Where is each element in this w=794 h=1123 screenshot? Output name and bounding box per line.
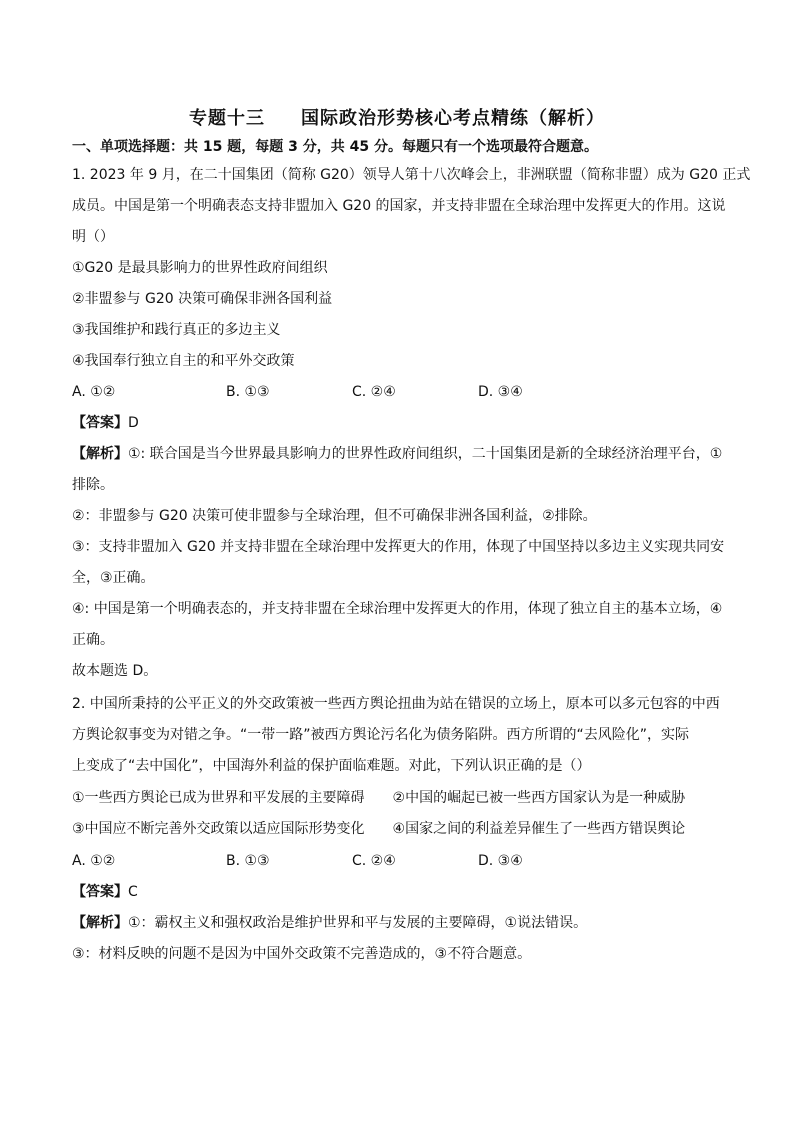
question-1-analysis-line: 正确。 <box>72 632 114 648</box>
analysis-tag: 【解析】 <box>72 446 128 462</box>
question-2-answer <box>72 882 732 902</box>
question-1-analysis-line: ③：支持非盟加入 G20 并支持非盟在全球治理中发挥更大的作用，体现了中国坚持以多边主义实现共同安 <box>72 539 725 555</box>
option-d: D. ③④ <box>478 384 523 400</box>
question-1-stem-line: 明（） <box>72 229 114 245</box>
question-1-answer <box>72 413 732 433</box>
question-1-stem-line: 1. 2023 年 9 月，在二十国集团（简称 G20）领导人第十八次峰会上，非洲联盟（简称非盟）成为 G20 正式 <box>72 167 751 183</box>
question-1-analysis-line: ④: 中国是第一个明确表态的，并支持非盟在全球治理中发挥更大的作用，体现了独立自主的基本立场，④ <box>72 601 723 617</box>
question-1-analysis-line: 故本题选 D。 <box>72 663 158 679</box>
question-1-analysis-line: 【解析】①: 联合国是当今世界最具影响力的世界性政府间组织，二十国集团是新的全球经济治理平台，① <box>72 446 723 462</box>
question-1-stem-line: 成员。中国是第一个明确表态支持非盟加入 G20 的国家，并支持非盟在全球治理中发挥更大的作用。这说 <box>72 198 726 214</box>
option-c: C. ②④ <box>352 853 396 869</box>
question-2-stem-line: 2. 中国所秉持的公平正义的外交政策被一些西方舆论扭曲为站在错误的立场上，原本可以多元包容的中西 <box>72 696 720 712</box>
option-c: C. ②④ <box>352 384 396 400</box>
question-2-statement: ③中国应不断完善外交政策以适应国际形势变化 ④国家之间的利益差异催生了一些西方错误舆论 <box>72 821 686 837</box>
page-title <box>0 104 794 130</box>
question-1-statement: ④我国奉行独立自主的和平外交政策 <box>72 353 295 369</box>
option-a: A. ①② <box>72 853 116 869</box>
question-2-analysis-line: 【解析】①：霸权主义和强权政治是维护世界和平与发展的主要障碍，①说法错误。 <box>72 915 588 931</box>
answer-value: D <box>128 415 139 431</box>
question-2-statement: ①一些西方舆论已成为世界和平发展的主要障碍 ②中国的崛起已被一些西方国家认为是一种威胁 <box>72 790 686 806</box>
question-2-stem-line: 上变成了“去中国化”，中国海外利益的保护面临难题。对此，下列认识正确的是（） <box>72 758 591 774</box>
title-topic-name: 国际政治形势核心考点精练（解析） <box>301 108 605 129</box>
question-1-analysis-line: 排除。 <box>72 477 114 493</box>
answer-tag: 【答案】 <box>72 415 128 431</box>
question-1-analysis-line: ②：非盟参与 G20 决策可使非盟参与全球治理，但不可确保非洲各国利益，②排除。 <box>72 508 597 524</box>
option-b: B. ①③ <box>226 384 270 400</box>
option-a: A. ①② <box>72 384 116 400</box>
question-1-statement: ③我国维护和践行真正的多边主义 <box>72 322 281 338</box>
question-2-stem-line: 方舆论叙事变为对错之争。“一带一路”被西方舆论污名化为债务陷阱。西方所谓的“去风险化”，实际 <box>72 727 690 743</box>
question-1-analysis-line: 全，③正确。 <box>72 570 155 586</box>
question-2-analysis-line: ③：材料反映的问题不是因为中国外交政策不完善造成的，③不符合题意。 <box>72 946 532 962</box>
question-1-statement: ②非盟参与 G20 决策可确保非洲各国利益 <box>72 291 333 307</box>
answer-value: C <box>128 884 138 900</box>
option-b: B. ①③ <box>226 853 270 869</box>
question-1-statement: ①G20 是最具影响力的世界性政府间组织 <box>72 260 328 276</box>
answer-tag: 【答案】 <box>72 884 128 900</box>
title-topic-number: 专题十三 <box>189 108 265 129</box>
analysis-tag: 【解析】 <box>72 915 128 931</box>
section-header: 一、单项选择题：共 15 题，每题 3 分，共 45 分。每题只有一个选项最符合题意。 <box>72 139 598 155</box>
option-d: D. ③④ <box>478 853 523 869</box>
